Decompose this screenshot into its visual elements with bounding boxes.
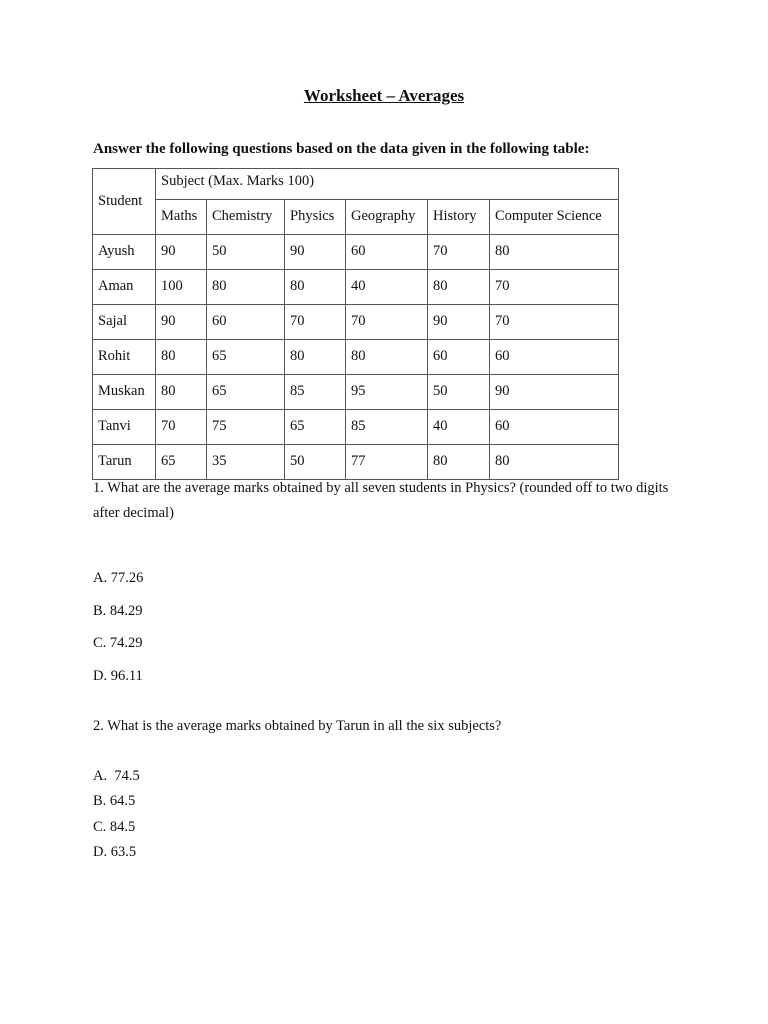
table-row — [93, 340, 619, 375]
table-row — [93, 235, 619, 270]
mark-cell: 80 — [285, 340, 346, 375]
mark-cell: 60 — [428, 340, 490, 375]
mark-cell: 85 — [346, 410, 428, 445]
student-name: Rohit — [93, 340, 156, 375]
table-row — [93, 270, 619, 305]
mark-cell: 85 — [285, 375, 346, 410]
mark-cell: 100 — [156, 270, 207, 305]
question-1-option-b: B. 84.29 — [93, 603, 143, 619]
mark-cell: 35 — [207, 445, 285, 480]
question-1-text: 1. What are the average marks obtained by all seven students in Physics? (rounded off to two digits after decimal) — [93, 480, 669, 521]
mark-cell: 50 — [428, 375, 490, 410]
question-1-option-d: D. 96.11 — [93, 668, 143, 684]
question-1-option-c: C. 74.29 — [93, 635, 143, 651]
student-name: Muskan — [93, 375, 156, 410]
subject-header-history: History — [428, 200, 490, 235]
mark-cell: 75 — [207, 410, 285, 445]
mark-cell: 95 — [346, 375, 428, 410]
student-name: Tanvi — [93, 410, 156, 445]
question-2-option-b: B. 64.5 — [93, 793, 136, 809]
subject-header-physics: Physics — [285, 200, 346, 235]
mark-cell: 40 — [428, 410, 490, 445]
table-header-row — [93, 169, 619, 200]
student-name: Aman — [93, 270, 156, 305]
subject-header-geography: Geography — [346, 200, 428, 235]
mark-cell: 70 — [346, 305, 428, 340]
table-row — [93, 410, 619, 445]
student-column-header: Student — [93, 169, 156, 235]
mark-cell: 60 — [346, 235, 428, 270]
student-name: Ayush — [93, 235, 156, 270]
mark-cell: 50 — [285, 445, 346, 480]
mark-cell: 80 — [346, 340, 428, 375]
mark-cell: 90 — [156, 305, 207, 340]
student-name: Sajal — [93, 305, 156, 340]
question-1-option-a: A. 77.26 — [93, 570, 144, 586]
mark-cell: 65 — [207, 340, 285, 375]
question-2-text: 2. What is the average marks obtained by Tarun in all the six subjects? — [93, 718, 502, 734]
subject-header-chemistry: Chemistry — [207, 200, 285, 235]
mark-cell: 80 — [428, 445, 490, 480]
mark-cell: 65 — [285, 410, 346, 445]
mark-cell: 40 — [346, 270, 428, 305]
mark-cell: 70 — [156, 410, 207, 445]
mark-cell: 70 — [285, 305, 346, 340]
mark-cell: 70 — [490, 270, 619, 305]
question-2-option-c: C. 84.5 — [93, 819, 136, 835]
mark-cell: 77 — [346, 445, 428, 480]
question-2-option-d: D. 63.5 — [93, 844, 137, 860]
mark-cell: 90 — [156, 235, 207, 270]
question-2-option-a: A. 74.5 — [93, 768, 140, 784]
subject-header-maths: Maths — [156, 200, 207, 235]
mark-cell: 90 — [428, 305, 490, 340]
instruction-text: Answer the following questions based on the data given in the following table: — [93, 141, 590, 157]
mark-cell: 90 — [285, 235, 346, 270]
mark-cell: 60 — [490, 340, 619, 375]
mark-cell: 60 — [207, 305, 285, 340]
student-name: Tarun — [93, 445, 156, 480]
mark-cell: 80 — [428, 270, 490, 305]
table-row — [93, 445, 619, 480]
page-title: Worksheet – Averages — [303, 86, 465, 105]
marks-table — [92, 168, 619, 480]
mark-cell: 65 — [156, 445, 207, 480]
mark-cell: 80 — [490, 445, 619, 480]
mark-cell: 70 — [428, 235, 490, 270]
subject-header-computer-science: Computer Science — [490, 200, 619, 235]
mark-cell: 80 — [207, 270, 285, 305]
mark-cell: 80 — [490, 235, 619, 270]
mark-cell: 80 — [285, 270, 346, 305]
mark-cell: 65 — [207, 375, 285, 410]
subject-group-header: Subject (Max. Marks 100) — [156, 169, 619, 200]
mark-cell: 80 — [156, 375, 207, 410]
mark-cell: 60 — [490, 410, 619, 445]
mark-cell: 80 — [156, 340, 207, 375]
subject-header-row — [93, 200, 619, 235]
mark-cell: 50 — [207, 235, 285, 270]
table-row — [93, 375, 619, 410]
mark-cell: 90 — [490, 375, 619, 410]
mark-cell: 70 — [490, 305, 619, 340]
table-row — [93, 305, 619, 340]
